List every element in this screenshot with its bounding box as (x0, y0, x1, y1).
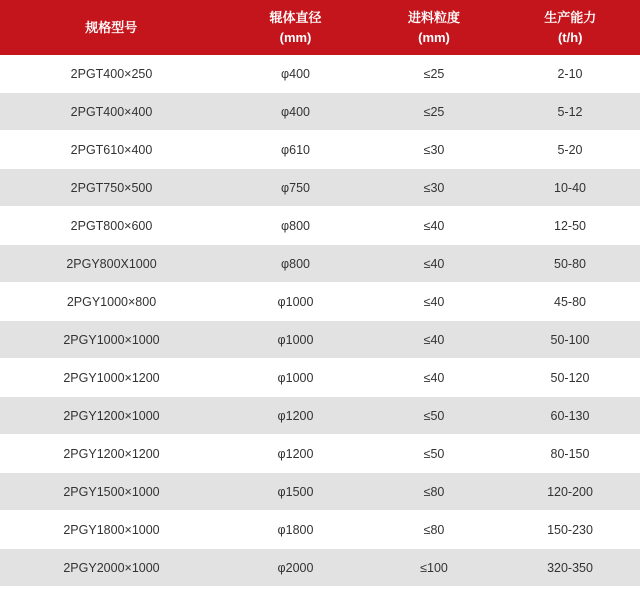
cell-model: 2PGY1200×1200 (0, 435, 223, 473)
table-row (0, 321, 640, 359)
cell-model: 2PGY1200×1000 (0, 397, 223, 435)
cell-feed-size: ≤40 (368, 207, 500, 245)
column-header-model-title: 规格型号 (85, 19, 138, 35)
cell-roller-diameter: φ400 (223, 93, 368, 131)
cell-capacity: 120-200 (500, 473, 640, 511)
cell-capacity: 50-120 (500, 359, 640, 397)
cell-model: 2PGT400×400 (0, 93, 223, 131)
table-row (0, 93, 640, 131)
table-row (0, 473, 640, 511)
cell-capacity: 10-40 (500, 169, 640, 207)
cell-model: 2PGT750×500 (0, 169, 223, 207)
cell-roller-diameter: φ1200 (223, 435, 368, 473)
cell-roller-diameter: φ800 (223, 207, 368, 245)
table-row (0, 549, 640, 587)
column-header-model (0, 0, 223, 55)
cell-roller-diameter: φ1200 (223, 397, 368, 435)
cell-feed-size: ≤30 (368, 131, 500, 169)
cell-feed-size: ≤40 (368, 283, 500, 321)
column-header-roller-diameter-unit: (mm) (279, 29, 312, 45)
cell-feed-size: ≤25 (368, 55, 500, 93)
cell-capacity: 2-10 (500, 55, 640, 93)
cell-capacity: 45-80 (500, 283, 640, 321)
cell-capacity: 12-50 (500, 207, 640, 245)
cell-model: 2PGY1000×800 (0, 283, 223, 321)
cell-model: 2PGY2000×1000 (0, 549, 223, 587)
cell-capacity: 80-150 (500, 435, 640, 473)
table-row (0, 397, 640, 435)
table-row (0, 55, 640, 93)
cell-roller-diameter: φ1500 (223, 473, 368, 511)
cell-roller-diameter: φ400 (223, 55, 368, 93)
cell-feed-size: ≤40 (368, 245, 500, 283)
table-row (0, 283, 640, 321)
column-header-capacity (500, 0, 640, 55)
table-row (0, 169, 640, 207)
cell-roller-diameter: φ800 (223, 245, 368, 283)
table-header (0, 0, 640, 55)
table-row (0, 359, 640, 397)
cell-feed-size: ≤25 (368, 93, 500, 131)
cell-roller-diameter: φ1000 (223, 283, 368, 321)
table-row (0, 511, 640, 549)
cell-capacity: 5-12 (500, 93, 640, 131)
cell-capacity: 60-130 (500, 397, 640, 435)
column-header-feed-size-title: 进料粒度 (407, 9, 460, 25)
cell-model: 2PGT610×400 (0, 131, 223, 169)
cell-model: 2PGT400×250 (0, 55, 223, 93)
cell-feed-size: ≤40 (368, 359, 500, 397)
cell-capacity: 320-350 (500, 549, 640, 587)
table-row (0, 435, 640, 473)
cell-feed-size: ≤40 (368, 321, 500, 359)
cell-model: 2PGY1800×1000 (0, 511, 223, 549)
column-header-feed-size-unit: (mm) (418, 29, 450, 45)
cell-model: 2PGY1000×1200 (0, 359, 223, 397)
cell-model: 2PGY1000×1000 (0, 321, 223, 359)
cell-roller-diameter: φ750 (223, 169, 368, 207)
column-header-capacity-title: 生产能力 (544, 9, 597, 25)
table-row (0, 131, 640, 169)
cell-roller-diameter: φ1800 (223, 511, 368, 549)
cell-feed-size: ≤50 (368, 397, 500, 435)
cell-roller-diameter: φ1000 (223, 321, 368, 359)
column-header-roller-diameter-title: 辊体直径 (269, 9, 322, 25)
cell-model: 2PGT800×600 (0, 207, 223, 245)
cell-capacity: 50-100 (500, 321, 640, 359)
cell-feed-size: ≤30 (368, 169, 500, 207)
cell-capacity: 50-80 (500, 245, 640, 283)
table-body (0, 55, 640, 586)
cell-feed-size: ≤80 (368, 473, 500, 511)
cell-feed-size: ≤50 (368, 435, 500, 473)
cell-feed-size: ≤100 (368, 549, 500, 587)
cell-roller-diameter: φ610 (223, 131, 368, 169)
cell-feed-size: ≤80 (368, 511, 500, 549)
cell-model: 2PGY1500×1000 (0, 473, 223, 511)
cell-roller-diameter: φ1000 (223, 359, 368, 397)
cell-model: 2PGY800X1000 (0, 245, 223, 283)
column-header-capacity-unit: (t/h) (557, 29, 583, 45)
cell-roller-diameter: φ2000 (223, 549, 368, 587)
table-row (0, 245, 640, 283)
table-row (0, 207, 640, 245)
cell-capacity: 150-230 (500, 511, 640, 549)
column-header-roller-diameter (223, 0, 368, 55)
table-header-row (0, 0, 640, 55)
column-header-feed-size (368, 0, 500, 55)
cell-capacity: 5-20 (500, 131, 640, 169)
